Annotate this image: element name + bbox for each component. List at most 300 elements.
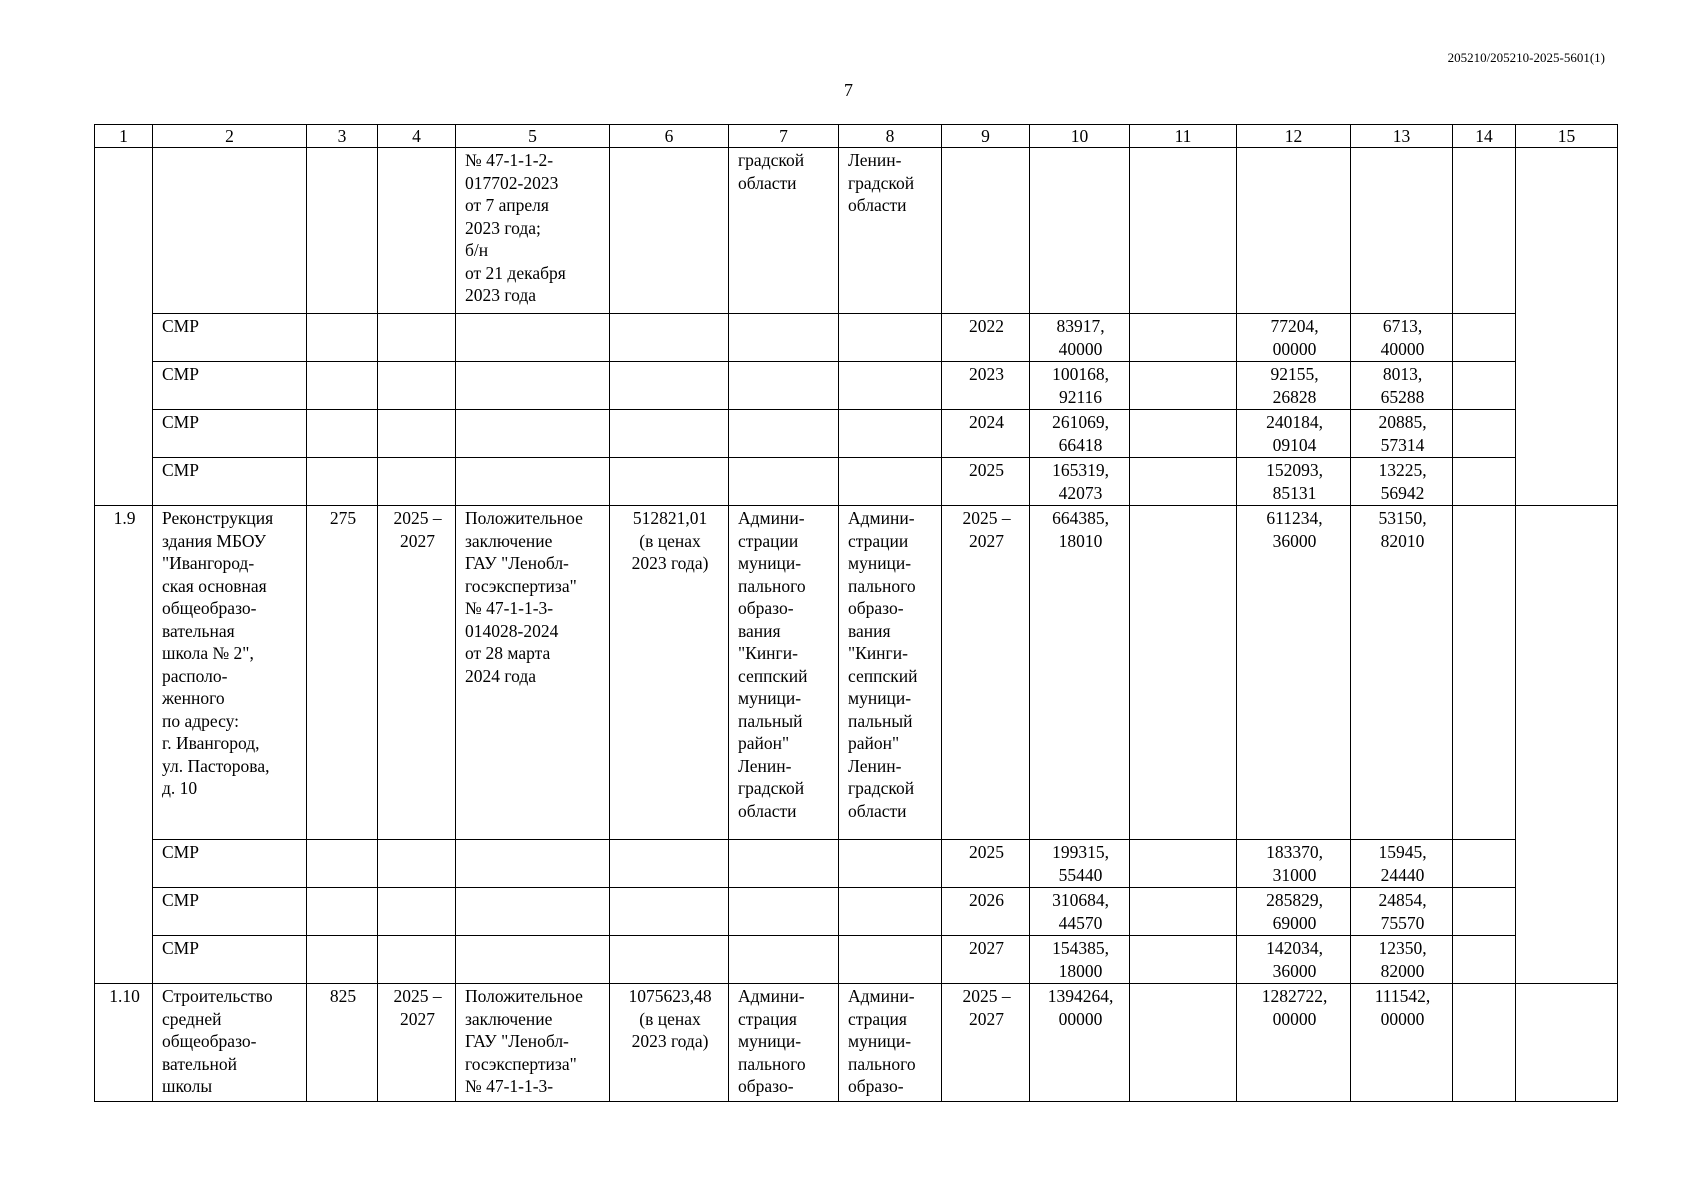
table-cell <box>610 840 729 888</box>
cell-line: образо- <box>848 598 904 618</box>
cell-line: 183370, <box>1266 842 1323 862</box>
customer-cell <box>729 506 839 840</box>
cell-line: пальный <box>848 710 913 731</box>
cell-line: 2025 – <box>962 986 1011 1006</box>
cell-line: муници- <box>738 1031 802 1051</box>
cell-line: Ленин- <box>848 150 902 170</box>
customer-cell <box>729 984 839 1102</box>
cell-line: 40000 <box>1380 338 1425 359</box>
header-cell: 13 <box>1351 125 1453 148</box>
table-row <box>95 314 1618 362</box>
regional-amount-cell <box>1237 936 1351 984</box>
table-row <box>95 888 1618 936</box>
table-cell <box>307 936 378 984</box>
cell-line: Положительное <box>465 508 583 528</box>
item-number-cell: 1.10 <box>95 984 153 1102</box>
cell-line: страции <box>738 530 799 551</box>
cell-line: 100168, <box>1052 364 1109 384</box>
cell-line: Реконструкция <box>162 508 274 528</box>
capacity-cell: 825 <box>307 984 378 1102</box>
table-cell <box>456 840 610 888</box>
table-cell <box>456 936 610 984</box>
cell-line: Админи- <box>738 508 805 528</box>
header-cell: 12 <box>1237 125 1351 148</box>
expertise-cell <box>456 984 610 1102</box>
table-cell <box>378 148 456 314</box>
header-cell: 9 <box>942 125 1030 148</box>
header-cell: 11 <box>1130 125 1237 148</box>
cell-line: образо- <box>848 1076 904 1096</box>
table-cell <box>1030 148 1130 314</box>
cell-line: 2027 <box>400 530 435 551</box>
cell-line: Админи- <box>738 986 805 1006</box>
cell-line: 18010 <box>1058 530 1103 551</box>
cell-line: располо- <box>162 665 228 686</box>
local-amount-cell <box>1351 362 1453 410</box>
table-cell <box>729 888 839 936</box>
cell-line: 111542, <box>1374 986 1431 1006</box>
table-cell <box>1130 148 1237 314</box>
cell-line: 611234, <box>1266 508 1323 528</box>
table-cell <box>307 458 378 506</box>
cell-line: 00000 <box>1058 1008 1103 1029</box>
cell-line: 75570 <box>1380 912 1425 933</box>
cell-line: 8013, <box>1382 364 1423 384</box>
cell-line: муници- <box>848 688 912 708</box>
cell-line: ГАУ "Ленобл- <box>465 553 569 573</box>
local-amount-cell <box>1351 936 1453 984</box>
cell-line: (в ценах <box>639 530 701 551</box>
note-cell <box>1516 506 1618 984</box>
table-cell <box>1130 840 1237 888</box>
cell-line: 2024 года <box>465 665 537 686</box>
cell-line: 31000 <box>1272 864 1317 885</box>
cell-line: 36000 <box>1272 530 1317 551</box>
total-amount-cell <box>1030 506 1130 840</box>
table-cell <box>307 314 378 362</box>
cell-line: общеобразо- <box>162 598 257 618</box>
cell-line: № 47-1-1-3- <box>465 598 554 618</box>
local-amount-cell <box>1351 314 1453 362</box>
cell-line: госэкспертиза" <box>465 575 577 596</box>
table-cell <box>1130 888 1237 936</box>
cell-line: области <box>738 172 797 193</box>
table-cell <box>1130 936 1237 984</box>
table-header-row <box>95 125 1618 148</box>
cell-line: 40000 <box>1058 338 1103 359</box>
table-cell <box>456 362 610 410</box>
regional-amount-cell <box>1237 314 1351 362</box>
regional-amount-cell <box>1237 984 1351 1102</box>
cell-line: 154385, <box>1052 938 1109 958</box>
year-cell: 2027 <box>942 936 1030 984</box>
year-cell: 2023 <box>942 362 1030 410</box>
cell-line: "Кинги- <box>848 643 908 663</box>
cell-line: 53150, <box>1378 508 1427 528</box>
cell-line: госэкспертиза" <box>465 1053 577 1074</box>
table-cell <box>729 314 839 362</box>
developer-cell <box>839 984 942 1102</box>
table-cell <box>378 840 456 888</box>
table-cell <box>153 148 307 314</box>
table-cell <box>839 314 942 362</box>
cell-line: сеппский <box>738 665 808 686</box>
work-type-cell: СМР <box>153 314 307 362</box>
cell-line: вания <box>848 620 891 641</box>
cell-line: пального <box>738 575 806 596</box>
table-cell <box>456 410 610 458</box>
cell-line: "Ивангород- <box>162 553 255 573</box>
table-cell <box>456 458 610 506</box>
cell-line: страции <box>848 530 909 551</box>
table-cell <box>456 314 610 362</box>
table-row <box>95 936 1618 984</box>
cell-line: 014028-2024 <box>465 620 559 641</box>
year-cell: 2025 <box>942 458 1030 506</box>
table-cell <box>378 362 456 410</box>
table-cell <box>729 410 839 458</box>
header-cell: 6 <box>610 125 729 148</box>
table-cell <box>839 458 942 506</box>
table-cell <box>1453 148 1516 314</box>
item-number-cell <box>95 148 153 506</box>
cell-line: 00000 <box>1272 1008 1317 1029</box>
object-name-cell <box>153 506 307 840</box>
cell-line: градской <box>848 778 915 798</box>
cell-line: 285829, <box>1266 890 1323 910</box>
cell-line: б/н <box>465 240 489 260</box>
cell-line: ул. Пасторова, <box>162 755 270 776</box>
total-amount-cell <box>1030 840 1130 888</box>
cell-line: страция <box>848 1008 907 1029</box>
period-cell <box>378 506 456 840</box>
cell-line: женного <box>162 688 225 708</box>
cell-line: муници- <box>738 553 802 573</box>
cell-line: 664385, <box>1052 508 1109 528</box>
cell-line: 44570 <box>1058 912 1103 933</box>
cell-line: области <box>848 195 907 215</box>
object-name-cell <box>153 984 307 1102</box>
table-row <box>95 506 1618 840</box>
regional-amount-cell <box>1237 410 1351 458</box>
table-cell <box>1453 362 1516 410</box>
regional-amount-cell <box>1237 458 1351 506</box>
table-cell <box>610 148 729 314</box>
local-amount-cell <box>1351 840 1453 888</box>
cell-line: 2027 <box>969 1008 1004 1029</box>
cell-line: 1282722, <box>1261 986 1328 1006</box>
table-cell <box>1130 506 1237 840</box>
year-cell: 2022 <box>942 314 1030 362</box>
cell-line: 12350, <box>1378 938 1427 958</box>
cell-line: 152093, <box>1266 460 1323 480</box>
table-cell <box>307 410 378 458</box>
cell-line: образо- <box>738 1076 794 1096</box>
document-number: 205210/205210-2025-5601(1) <box>1447 50 1605 65</box>
customer-cell <box>729 148 839 314</box>
cell-line: заключение <box>465 1008 553 1029</box>
cell-line: 199315, <box>1052 842 1109 862</box>
total-amount-cell <box>1030 362 1130 410</box>
cell-line: вательная <box>162 620 235 641</box>
regional-amount-cell <box>1237 362 1351 410</box>
table-cell <box>1237 148 1351 314</box>
cell-line: 017702-2023 <box>465 172 559 193</box>
cell-line: 18000 <box>1058 960 1103 981</box>
cell-line: 2023 года <box>465 285 537 305</box>
header-cell: 7 <box>729 125 839 148</box>
table-cell <box>610 314 729 362</box>
cell-line: 310684, <box>1052 890 1109 910</box>
cell-line: пального <box>848 1053 916 1074</box>
table-cell <box>1453 888 1516 936</box>
cell-line: район" <box>848 733 900 753</box>
period-cell <box>378 984 456 1102</box>
cell-line: средней <box>162 1008 222 1029</box>
table-cell <box>729 362 839 410</box>
table-row <box>95 362 1618 410</box>
table-cell <box>1453 840 1516 888</box>
local-amount-cell <box>1351 458 1453 506</box>
cell-line: Положительное <box>465 986 583 1006</box>
header-cell: 2 <box>153 125 307 148</box>
cell-line: области <box>738 800 797 821</box>
cell-line: образо- <box>738 598 794 618</box>
table-cell <box>1453 458 1516 506</box>
cell-line: от 21 декабря <box>465 262 566 283</box>
table-cell <box>378 936 456 984</box>
table-cell <box>378 410 456 458</box>
capacity-cell: 275 <box>307 506 378 840</box>
expertise-cell <box>456 148 610 314</box>
table-cell <box>610 936 729 984</box>
cell-line: муници- <box>848 553 912 573</box>
cell-line: 65288 <box>1380 386 1425 407</box>
developer-cell <box>839 506 942 840</box>
cell-line: 57314 <box>1380 434 1425 455</box>
cell-line: градской <box>848 172 915 193</box>
table-cell <box>1453 506 1516 840</box>
cell-line: от 7 апреля <box>465 195 549 215</box>
cell-line: 512821,01 <box>632 508 708 528</box>
cell-line: район" <box>738 733 790 753</box>
cell-line: 24440 <box>1380 864 1425 885</box>
cell-line: 42073 <box>1058 482 1103 503</box>
table-cell <box>1453 936 1516 984</box>
cell-line: 2023 года) <box>631 553 709 573</box>
table-row <box>95 984 1618 1102</box>
year-cell: 2026 <box>942 888 1030 936</box>
cell-line: 2025 – <box>393 986 442 1006</box>
cell-line: 2023 года; <box>465 217 541 238</box>
work-type-cell: СМР <box>153 362 307 410</box>
table-cell <box>839 936 942 984</box>
cell-line: "Кинги- <box>738 643 798 663</box>
cell-line: 92155, <box>1270 364 1319 384</box>
estimated-cost-cell <box>610 506 729 840</box>
local-amount-cell <box>1351 888 1453 936</box>
cell-line: сеппский <box>848 665 918 686</box>
cell-line: вательной <box>162 1053 237 1074</box>
table-cell <box>1130 362 1237 410</box>
table-cell <box>610 410 729 458</box>
cell-line: Админи- <box>848 986 915 1006</box>
table-cell <box>456 888 610 936</box>
table-cell <box>942 148 1030 314</box>
table-cell <box>307 362 378 410</box>
cell-line: школы <box>162 1076 213 1096</box>
table-cell <box>378 888 456 936</box>
cell-line: 56942 <box>1380 482 1425 503</box>
work-type-cell: СМР <box>153 888 307 936</box>
table-cell <box>610 458 729 506</box>
cell-line: общеобразо- <box>162 1031 257 1051</box>
cell-line: здания МБОУ <box>162 530 266 551</box>
table-cell <box>729 936 839 984</box>
table-cell <box>729 458 839 506</box>
total-amount-cell <box>1030 888 1130 936</box>
note-cell <box>1516 148 1618 506</box>
table-cell <box>839 362 942 410</box>
cell-line: градской <box>738 778 805 798</box>
cell-line: 82000 <box>1380 960 1425 981</box>
table-cell <box>610 362 729 410</box>
cell-line: 142034, <box>1266 938 1323 958</box>
table-cell <box>839 888 942 936</box>
cell-line: 26828 <box>1272 386 1317 407</box>
year-cell <box>942 506 1030 840</box>
cell-line: пальный <box>738 710 803 731</box>
cell-line: г. Ивангород, <box>162 733 260 753</box>
cell-line: 1075623,48 <box>628 986 712 1006</box>
page-number: 7 <box>844 80 853 100</box>
cell-line: 13225, <box>1378 460 1427 480</box>
cell-line: 20885, <box>1378 412 1427 432</box>
cell-line: Ленин- <box>848 755 902 776</box>
table-cell <box>1516 984 1618 1102</box>
cell-line: Строительство <box>162 986 273 1006</box>
table-cell <box>307 888 378 936</box>
table-cell <box>307 148 378 314</box>
cell-line: 2023 года) <box>631 1031 709 1051</box>
cell-line: д. 10 <box>162 778 198 798</box>
developer-cell <box>839 148 942 314</box>
cell-line: от 28 марта <box>465 643 551 663</box>
cell-line: 261069, <box>1052 412 1109 432</box>
cell-line: по адресу: <box>162 710 240 731</box>
cell-line: вания <box>738 620 781 641</box>
cell-line: 77204, <box>1270 316 1319 336</box>
cell-line: (в ценах <box>639 1008 701 1029</box>
regional-amount-cell <box>1237 840 1351 888</box>
cell-line: 1394264, <box>1047 986 1114 1006</box>
total-amount-cell <box>1030 936 1130 984</box>
table-cell <box>378 314 456 362</box>
table-cell <box>1130 984 1237 1102</box>
cell-line: градской <box>738 150 805 170</box>
cell-line: 85131 <box>1272 482 1317 503</box>
cell-line: 240184, <box>1266 412 1323 432</box>
table-cell <box>610 888 729 936</box>
cell-line: 55440 <box>1058 864 1103 885</box>
cell-line: Ленин- <box>738 755 792 776</box>
cell-line: 2027 <box>969 530 1004 551</box>
program-table <box>94 124 1618 1102</box>
table-cell <box>839 410 942 458</box>
cell-line: пального <box>848 575 916 596</box>
table-cell <box>1130 314 1237 362</box>
year-cell <box>942 984 1030 1102</box>
header-cell: 10 <box>1030 125 1130 148</box>
table-cell <box>1453 314 1516 362</box>
cell-line: 09104 <box>1272 434 1317 455</box>
local-amount-cell <box>1351 410 1453 458</box>
expertise-cell <box>456 506 610 840</box>
cell-line: ская основная <box>162 575 267 596</box>
cell-line: 2025 – <box>962 508 1011 528</box>
cell-line: ГАУ "Ленобл- <box>465 1031 569 1051</box>
cell-line: школа № 2", <box>162 643 254 663</box>
cell-line: 2025 – <box>393 508 442 528</box>
cell-line: 82010 <box>1380 530 1425 551</box>
cell-line: 92116 <box>1058 386 1103 407</box>
header-cell: 4 <box>378 125 456 148</box>
work-type-cell: СМР <box>153 936 307 984</box>
cell-line: 6713, <box>1382 316 1423 336</box>
header-cell: 5 <box>456 125 610 148</box>
table-cell <box>378 458 456 506</box>
cell-line: муници- <box>738 688 802 708</box>
regional-amount-cell <box>1237 506 1351 840</box>
table-row <box>95 840 1618 888</box>
table-row <box>95 458 1618 506</box>
cell-line: 00000 <box>1380 1008 1425 1029</box>
table-row <box>95 410 1618 458</box>
cell-line: 24854, <box>1378 890 1427 910</box>
header-cell: 3 <box>307 125 378 148</box>
table-cell <box>1453 410 1516 458</box>
table-row <box>95 148 1618 314</box>
cell-line: муници- <box>848 1031 912 1051</box>
work-type-cell: СМР <box>153 840 307 888</box>
cell-line: 2027 <box>400 1008 435 1029</box>
total-amount-cell <box>1030 984 1130 1102</box>
local-amount-cell <box>1351 984 1453 1102</box>
total-amount-cell <box>1030 314 1130 362</box>
table-cell <box>307 840 378 888</box>
table-cell <box>1130 410 1237 458</box>
regional-amount-cell <box>1237 888 1351 936</box>
cell-line: № 47-1-1-2- <box>465 150 554 170</box>
table-cell <box>1453 984 1516 1102</box>
header-cell: 1 <box>95 125 153 148</box>
table-cell <box>729 840 839 888</box>
estimated-cost-cell <box>610 984 729 1102</box>
header-cell: 15 <box>1516 125 1618 148</box>
cell-line: заключение <box>465 530 553 551</box>
cell-line: 83917, <box>1056 316 1105 336</box>
cell-line: 00000 <box>1272 338 1317 359</box>
header-cell: 8 <box>839 125 942 148</box>
year-cell: 2025 <box>942 840 1030 888</box>
table-cell <box>1351 148 1453 314</box>
cell-line: пального <box>738 1053 806 1074</box>
table-cell <box>839 840 942 888</box>
total-amount-cell <box>1030 458 1130 506</box>
work-type-cell: СМР <box>153 410 307 458</box>
local-amount-cell <box>1351 506 1453 840</box>
cell-line: 69000 <box>1272 912 1317 933</box>
